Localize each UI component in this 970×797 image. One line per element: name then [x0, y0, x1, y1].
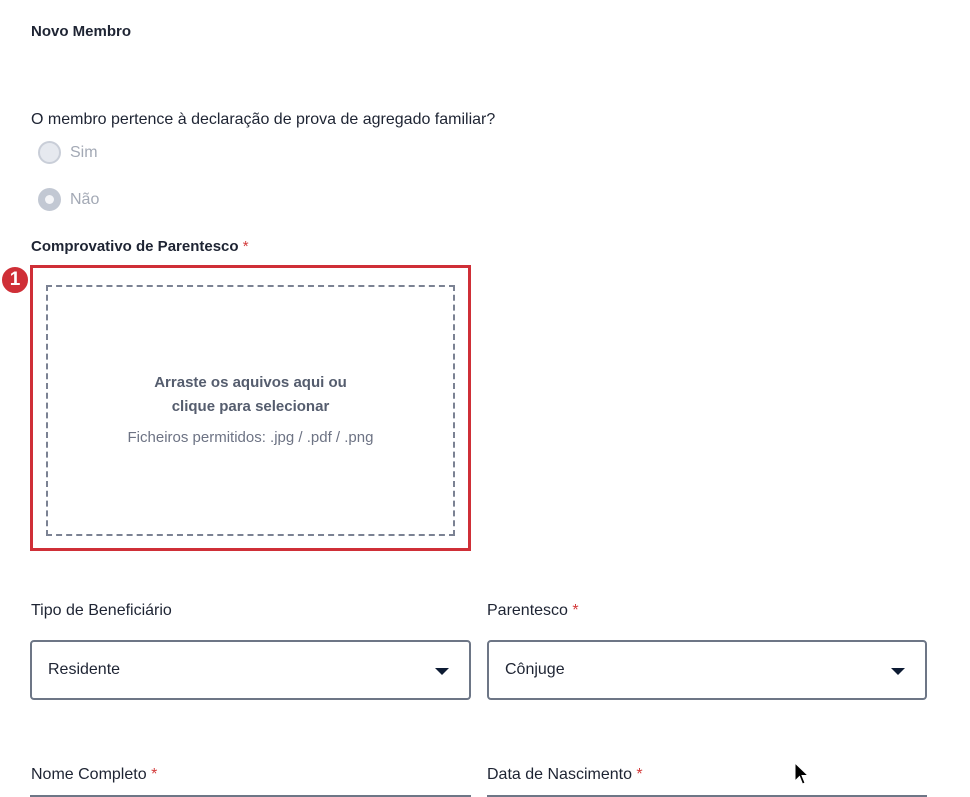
nome-completo-label: [31, 766, 157, 784]
data-nascimento-label: [487, 766, 643, 784]
page-title: Novo Membro: [31, 23, 132, 40]
tipo-beneficiario-select[interactable]: [30, 640, 471, 700]
required-mark: *: [242, 238, 249, 255]
dropzone-main-text: Arraste os aquivos aqui ou clique para selecionar: [154, 374, 347, 415]
radio-option-sim[interactable]: [38, 141, 98, 164]
tipo-beneficiario-value: Residente: [48, 661, 121, 678]
radio-option-nao[interactable]: [38, 188, 99, 211]
upload-label-text: Comprovativo de Parentesco: [31, 238, 239, 255]
mouse-pointer-icon: [794, 762, 810, 786]
required-mark: *: [572, 602, 579, 619]
radio-sim-indicator[interactable]: [38, 141, 61, 164]
parentesco-label: [487, 602, 579, 620]
data-nascimento-label-text: Data de Nascimento: [487, 766, 632, 783]
radio-sim-label: Sim: [70, 143, 98, 161]
tipo-beneficiario-label: Tipo de Beneficiário: [31, 602, 172, 619]
nome-completo-label-text: Nome Completo: [31, 766, 147, 783]
required-mark: *: [636, 766, 643, 783]
radio-nao-indicator[interactable]: [38, 188, 61, 211]
annotation-badge: 1: [0, 265, 30, 295]
radio-nao-label: Não: [70, 190, 100, 208]
parentesco-label-text: Parentesco: [487, 602, 568, 619]
required-mark: *: [151, 766, 158, 783]
household-question: O membro pertence à declaração de prova de agregado familiar?: [31, 111, 496, 128]
chevron-down-icon[interactable]: [435, 668, 449, 675]
parentesco-value: Cônjuge: [505, 661, 565, 678]
parentesco-select[interactable]: [487, 640, 927, 700]
upload-field-label: [31, 238, 249, 255]
chevron-down-icon[interactable]: [891, 668, 905, 675]
dropzone-allowed-files: Ficheiros permitidos: .jpg / .pdf / .png: [127, 429, 374, 446]
file-dropzone[interactable]: [46, 285, 455, 536]
